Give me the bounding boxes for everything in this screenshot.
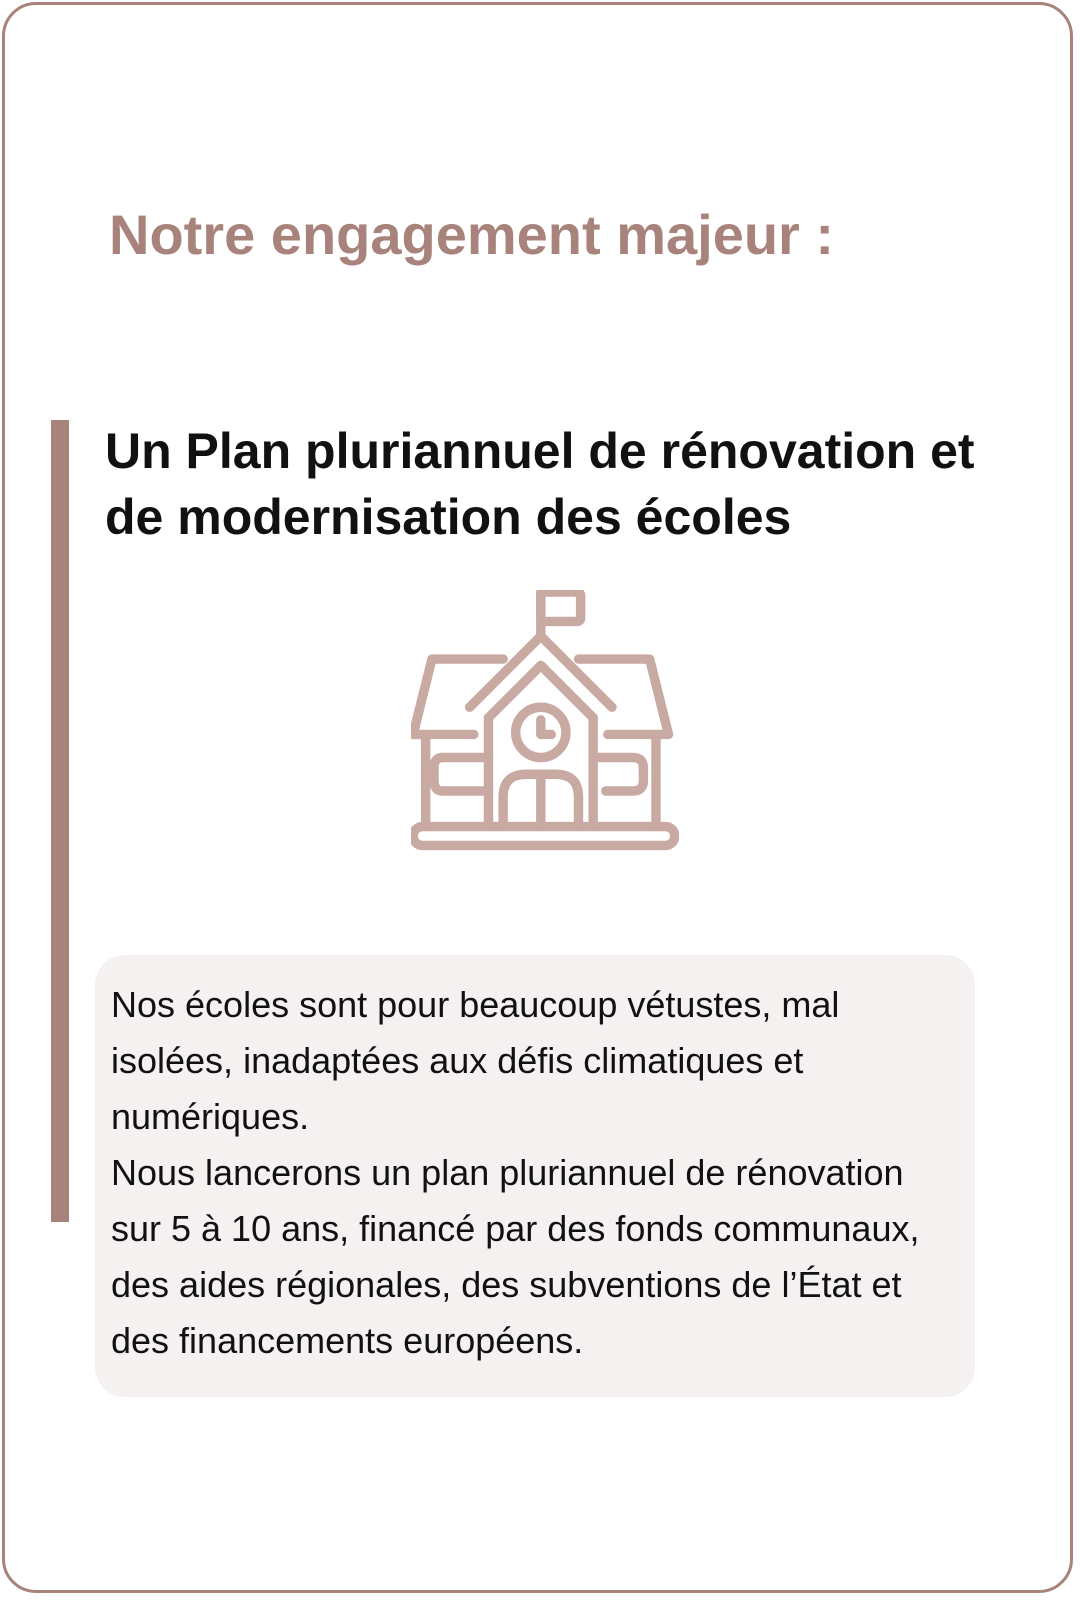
headline	[105, 418, 975, 550]
description-line: sur 5 à 10 ans, financé par des fonds communaux,	[111, 1208, 920, 1249]
accent-bar	[51, 420, 69, 1222]
description-line: Nos écoles sont pour beaucoup vétustes, mal	[111, 984, 840, 1025]
headline-line: Un Plan pluriannuel de rénovation et	[105, 423, 975, 479]
description-line: numériques.	[111, 1096, 310, 1137]
description-line: isolées, inadaptées aux défis climatiques et	[111, 1040, 804, 1081]
section-kicker: Notre engagement majeur :	[109, 203, 835, 266]
description-line: Nous lancerons un plan pluriannuel de rénovation	[111, 1152, 904, 1193]
description-box	[95, 955, 975, 1397]
school-building-icon	[411, 590, 679, 858]
description-text	[111, 977, 957, 1369]
headline-line: de modernisation des écoles	[105, 489, 792, 545]
description-line: des financements européens.	[111, 1320, 584, 1361]
description-line: des aides régionales, des subventions de l’État et	[111, 1264, 902, 1305]
engagement-card	[2, 2, 1073, 1593]
